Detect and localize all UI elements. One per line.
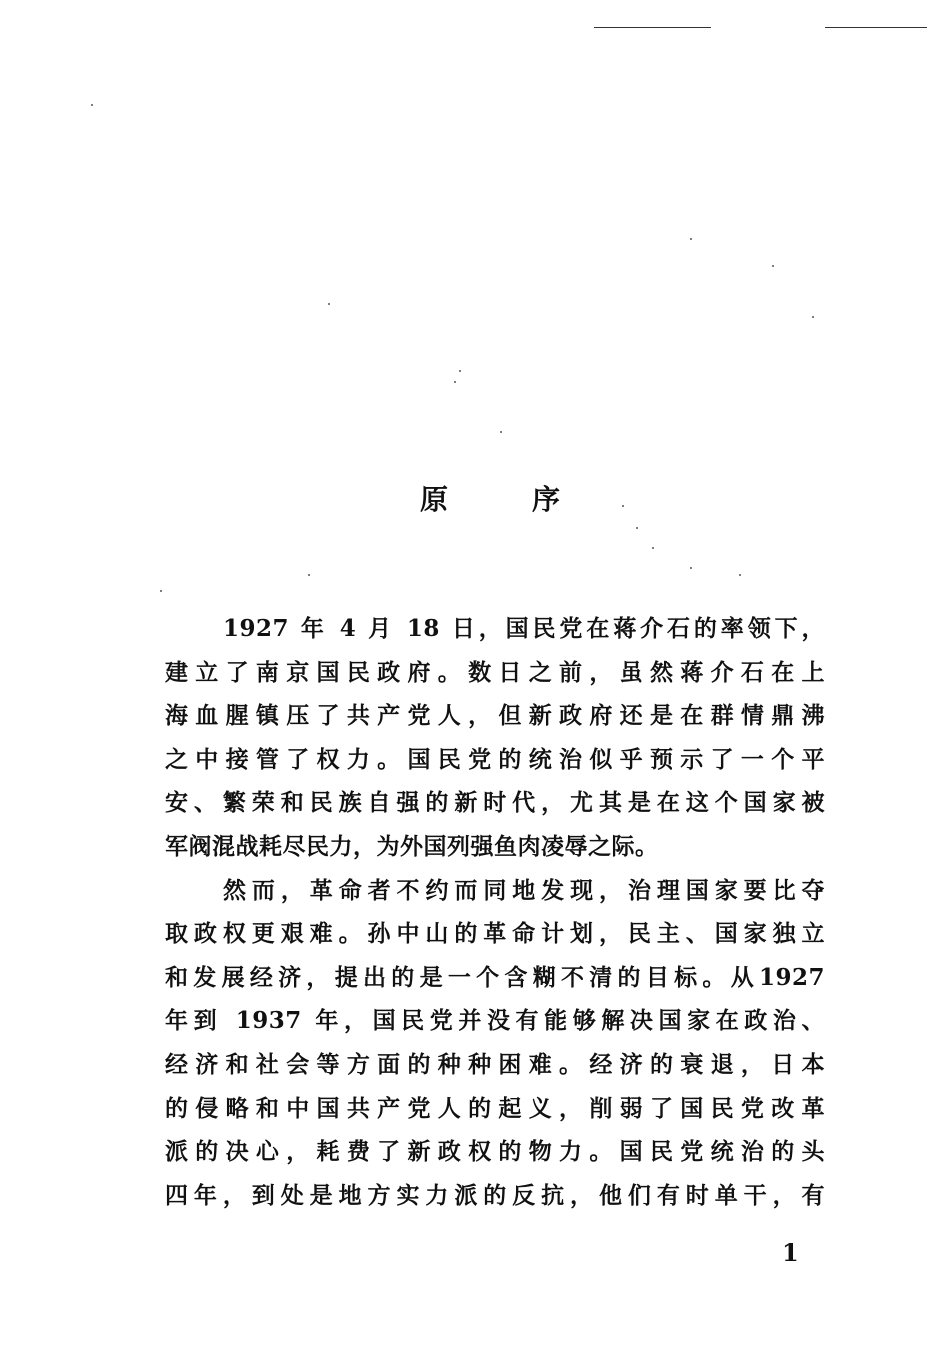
- scan-speck: [652, 547, 654, 549]
- page-number: 1: [782, 1238, 799, 1267]
- scan-speck: [308, 574, 310, 576]
- text-line: 和发展经济，提出的是一个含糊不清的目标。从1927: [165, 963, 825, 991]
- text-line: 取政权更艰难。孙中山的革命计划，民主、国家独立: [165, 920, 825, 948]
- scan-speck: [772, 265, 774, 267]
- scan-speck: [636, 527, 638, 529]
- header-rule-right: [825, 27, 927, 28]
- scan-speck: [328, 303, 330, 305]
- page-title: [420, 480, 560, 520]
- scan-speck: [454, 381, 456, 383]
- scan-speck: [812, 316, 814, 318]
- body-text: [165, 607, 825, 1217]
- text-line: 年到 1937 年，国民党并没有能够解决国家在政治、: [165, 1007, 825, 1035]
- paragraph-1: [165, 607, 825, 869]
- text-line: 的侵略和中国共产党人的起义，削弱了国民党改革: [165, 1094, 825, 1122]
- scan-speck: [690, 567, 692, 569]
- text-line: 安、繁荣和民族自强的新时代，尤其是在这个国家被: [165, 789, 825, 817]
- text-line: 军阀混战耗尽民力，为外国列强鱼肉凌辱之际。: [165, 832, 659, 860]
- text-line: 1927 年 4 月 18 日，国民党在蒋介石的率领下，: [223, 615, 825, 642]
- text-line: 四年，到处是地方实力派的反抗，他们有时单干，有: [165, 1181, 825, 1209]
- scan-speck: [690, 238, 692, 240]
- text-line: 派的决心，耗费了新政权的物力。国民党统治的头: [165, 1138, 825, 1166]
- title-char-2: 序: [531, 483, 560, 516]
- scan-speck: [739, 574, 741, 576]
- text-line: 然而，革命者不约而同地发现，治理国家要比夺: [223, 876, 825, 904]
- scan-speck: [160, 590, 162, 592]
- text-line: 之中接管了权力。国民党的统治似乎预示了一个平: [165, 745, 825, 773]
- scan-speck: [459, 370, 461, 372]
- paragraph-2: [165, 869, 825, 1218]
- text-line: 建立了南京国民政府。数日之前，虽然蒋介石在上: [165, 658, 825, 686]
- title-char-1: 原: [420, 483, 449, 516]
- text-line: 经济和社会等方面的种种困难。经济的衰退，日本: [165, 1050, 825, 1078]
- scan-speck: [500, 431, 502, 433]
- scan-speck: [91, 104, 93, 106]
- scan-speck: [622, 505, 624, 507]
- text-line: 海血腥镇压了共产党人，但新政府还是在群情鼎沸: [165, 702, 825, 730]
- header-rule-left: [594, 27, 711, 28]
